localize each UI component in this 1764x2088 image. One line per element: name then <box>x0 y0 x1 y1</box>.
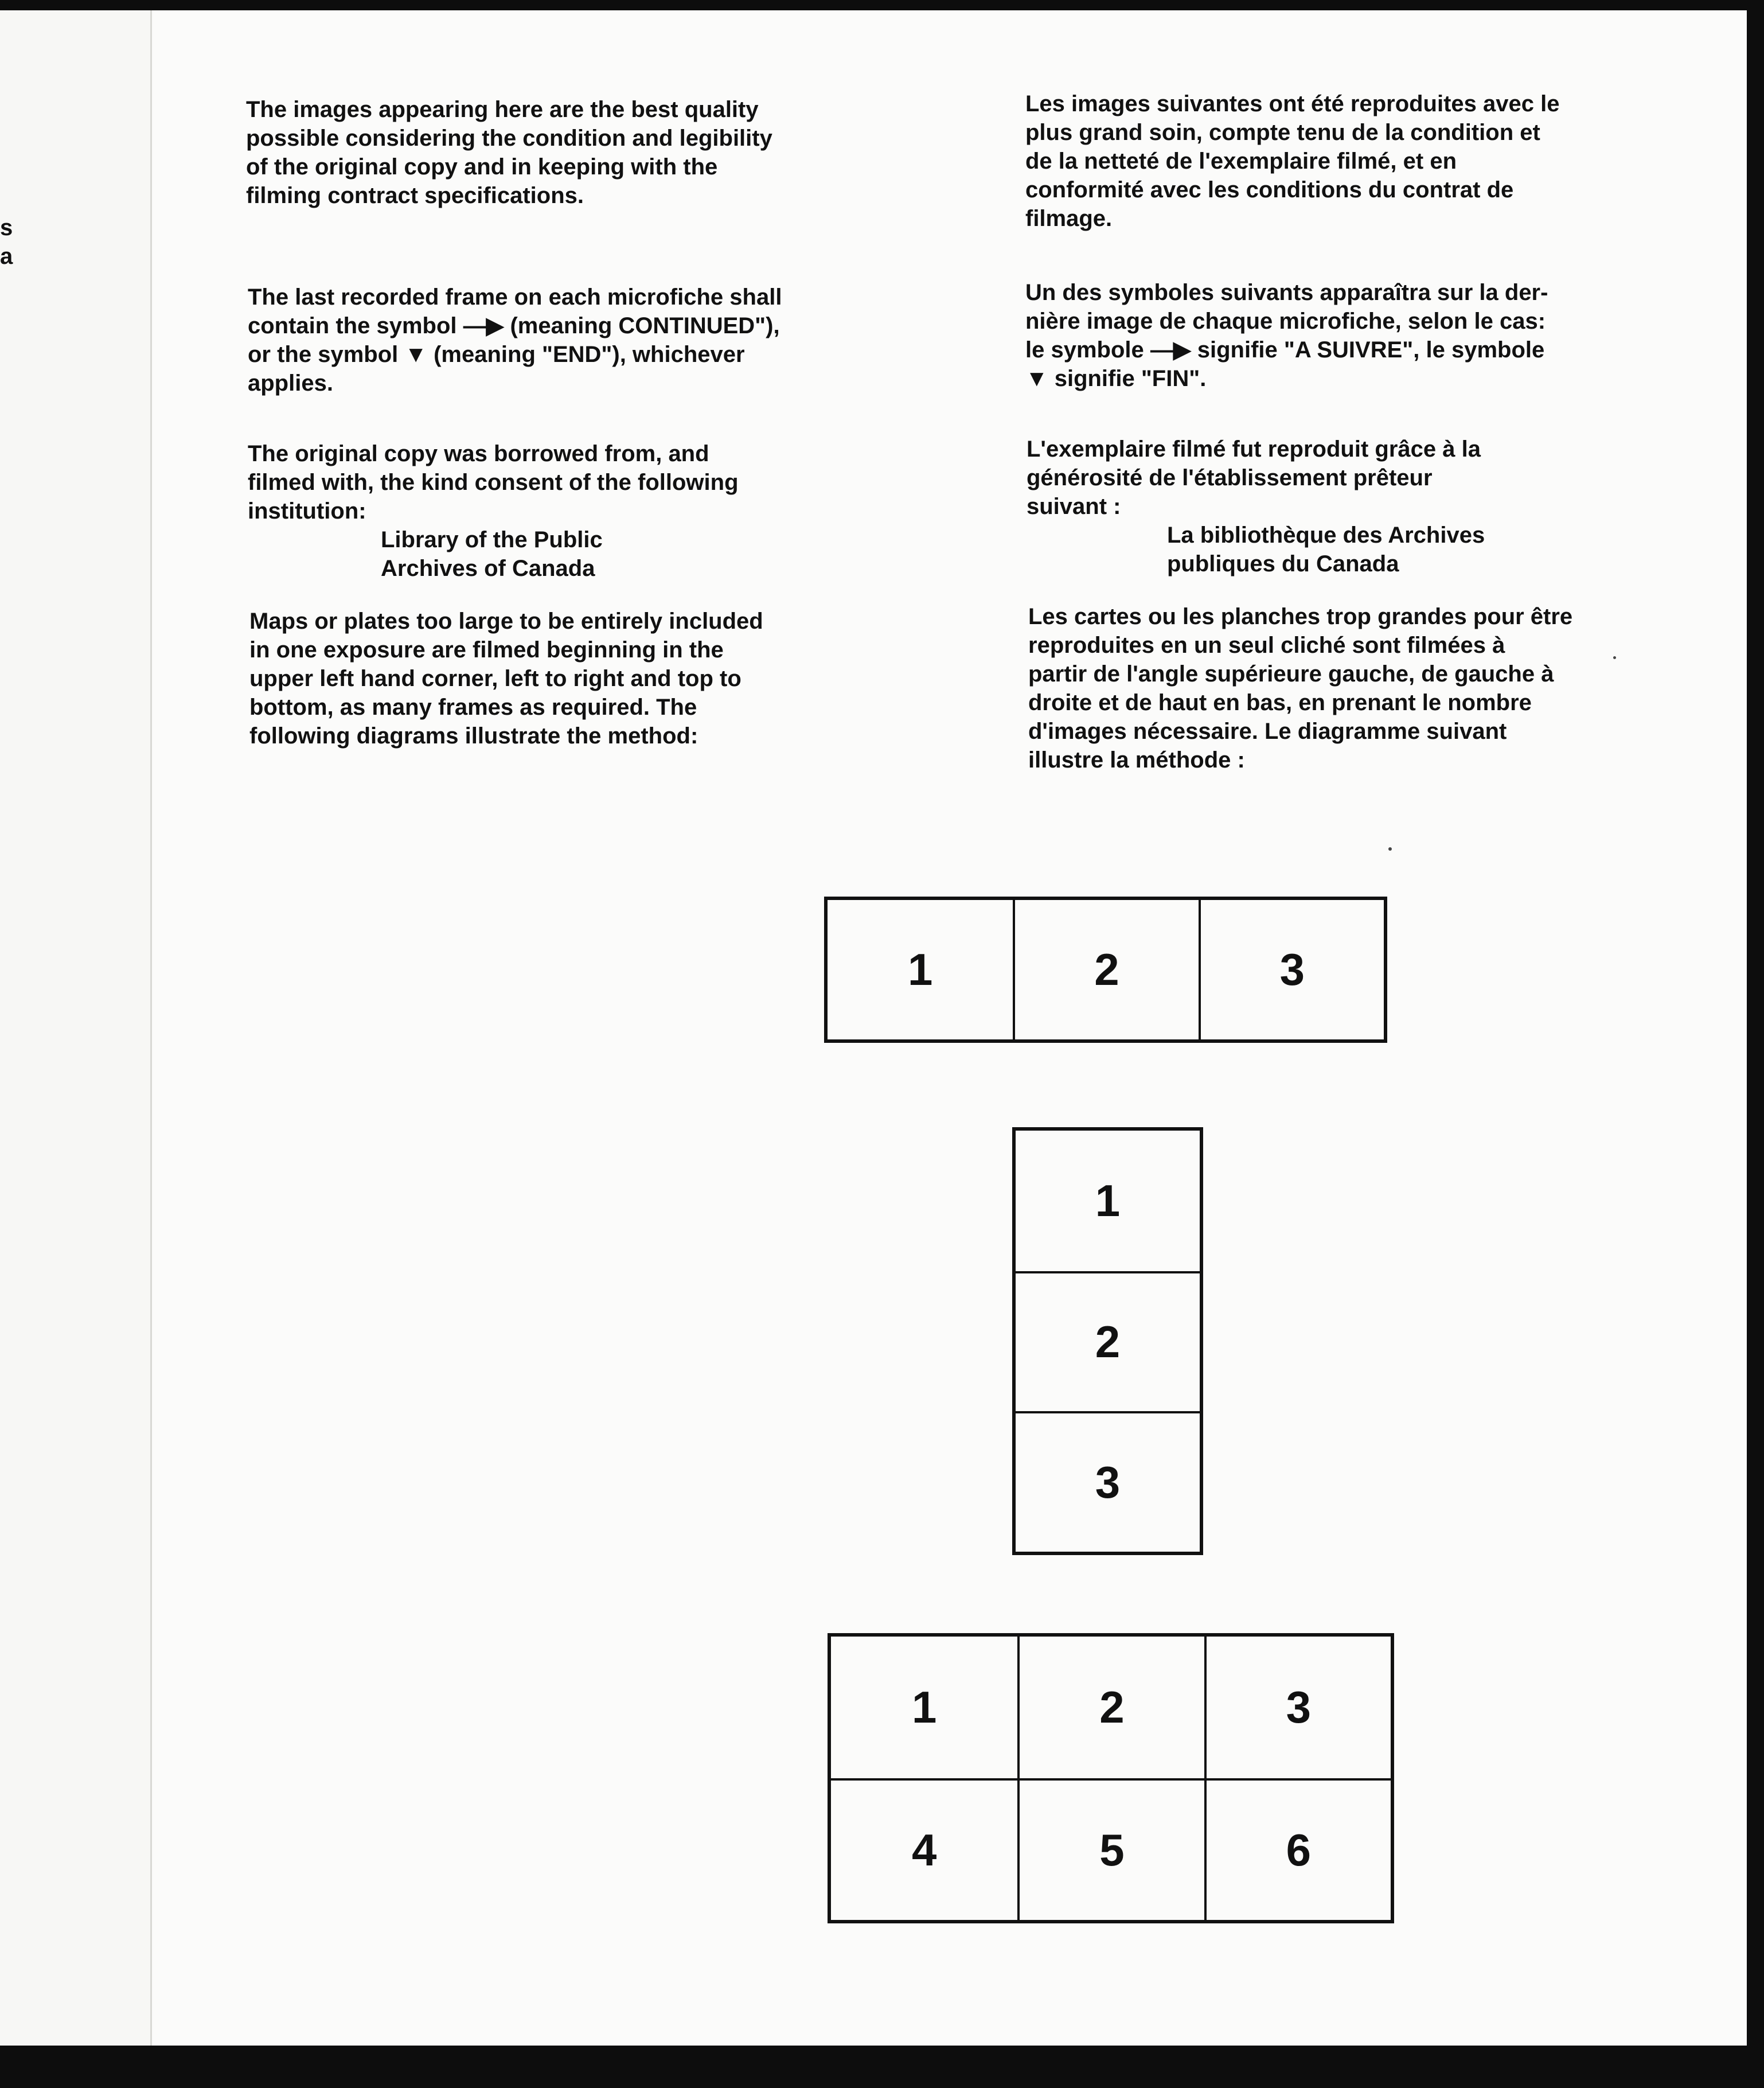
text-line: The last recorded frame on each microfiche shall <box>248 285 782 310</box>
text-line: The images appearing here are the best quality <box>246 97 759 122</box>
frame-number: 3 <box>1204 1637 1391 1778</box>
institution-name: La bibliothèque des Archives <box>1167 523 1485 548</box>
frame-number: 3 <box>1199 900 1384 1039</box>
scan-border-right <box>1747 0 1764 2088</box>
text-line: illustre la méthode : <box>1028 747 1245 773</box>
margin-fragment: a <box>0 244 13 269</box>
frame-number: 2 <box>1016 1271 1200 1412</box>
margin-fragment: s <box>0 215 13 240</box>
english-paragraph-symbols <box>248 283 782 398</box>
text-line: filming contract specifications. <box>246 183 584 208</box>
english-paragraph-institution <box>248 439 739 583</box>
scan-speck <box>1613 656 1616 659</box>
frame-number: 2 <box>1013 900 1198 1039</box>
text-line: Maps or plates too large to be entirely included <box>249 609 763 634</box>
text-line: L'exemplaire filmé fut reproduit grâce à la <box>1027 437 1481 462</box>
text-line: le symbole —▶ signifie "A SUIVRE", le symbole <box>1025 337 1545 363</box>
frame-number: 1 <box>911 1682 937 1732</box>
previous-page-strip <box>0 10 152 2046</box>
text-line: bottom, as many frames as required. The <box>249 695 697 720</box>
text-line: of the original copy and in keeping with the <box>246 154 718 180</box>
text-line: reproduites en un seul cliché sont filmées à <box>1028 633 1505 658</box>
diagram-row-of-three <box>824 897 1387 1043</box>
institution-name: publiques du Canada <box>1167 551 1399 576</box>
french-paragraph-symbols <box>1025 278 1548 393</box>
text-line: suivant : <box>1027 494 1121 519</box>
text-line: de la netteté de l'exemplaire filmé, et en <box>1025 149 1457 174</box>
frame-number: 3 <box>1016 1411 1200 1552</box>
text-line: filmage. <box>1025 206 1113 231</box>
english-paragraph-quality <box>246 95 772 210</box>
french-paragraph-institution <box>1027 435 1485 578</box>
text-line: applies. <box>248 371 333 396</box>
text-line: générosité de l'établissement prêteur <box>1027 465 1433 490</box>
frame-number: 6 <box>1204 1778 1391 1920</box>
english-paragraph-maps <box>249 607 763 750</box>
scan-border-top <box>0 0 1764 10</box>
institution-name: Archives of Canada <box>381 556 595 581</box>
scan-border-bottom <box>0 2046 1764 2088</box>
text-line: filmed with, the kind consent of the following <box>248 470 739 495</box>
text-line: Les cartes ou les planches trop grandes pour être <box>1028 604 1573 629</box>
frame-number: 1 <box>1095 1175 1121 1226</box>
text-line: conformité avec les conditions du contrat de <box>1025 177 1514 202</box>
document-page <box>152 10 1747 2046</box>
text-line: following diagrams illustrate the method: <box>249 723 698 749</box>
frame-number: 1 <box>907 944 933 995</box>
text-line: or the symbol ▼ (meaning "END"), whichever <box>248 342 745 367</box>
text-line: in one exposure are filmed beginning in the <box>249 637 724 663</box>
text-line: droite et de haut en bas, en prenant le nombre <box>1028 690 1532 715</box>
text-line: Les images suivantes ont été reproduites avec le <box>1025 91 1560 116</box>
text-line: d'images nécessaire. Le diagramme suivant <box>1028 719 1507 744</box>
scan-speck <box>1388 847 1392 851</box>
diagram-column-of-three <box>1012 1127 1203 1555</box>
text-line: ▼ signifie "FIN". <box>1025 366 1207 391</box>
text-line: institution: <box>248 498 366 524</box>
text-line: Un des symboles suivants apparaîtra sur la der- <box>1025 280 1548 305</box>
text-line: partir de l'angle supérieure gauche, de gauche à <box>1028 661 1554 687</box>
frame-number: 4 <box>831 1778 1017 1920</box>
text-line: upper left hand corner, left to right and top to <box>249 666 741 691</box>
french-paragraph-maps <box>1028 602 1572 774</box>
institution-name: Library of the Public <box>381 527 603 552</box>
text-line: nière image de chaque microfiche, selon le cas: <box>1025 309 1546 334</box>
french-paragraph-quality <box>1025 89 1559 233</box>
diagram-grid-of-six <box>828 1633 1394 1923</box>
text-line: The original copy was borrowed from, and <box>248 441 709 466</box>
frame-number: 5 <box>1017 1778 1204 1920</box>
frame-number: 2 <box>1017 1637 1204 1778</box>
text-line: possible considering the condition and legibility <box>246 126 772 151</box>
text-line: contain the symbol —▶ (meaning CONTINUED"), <box>248 313 780 338</box>
text-line: plus grand soin, compte tenu de la condition et <box>1025 120 1540 145</box>
